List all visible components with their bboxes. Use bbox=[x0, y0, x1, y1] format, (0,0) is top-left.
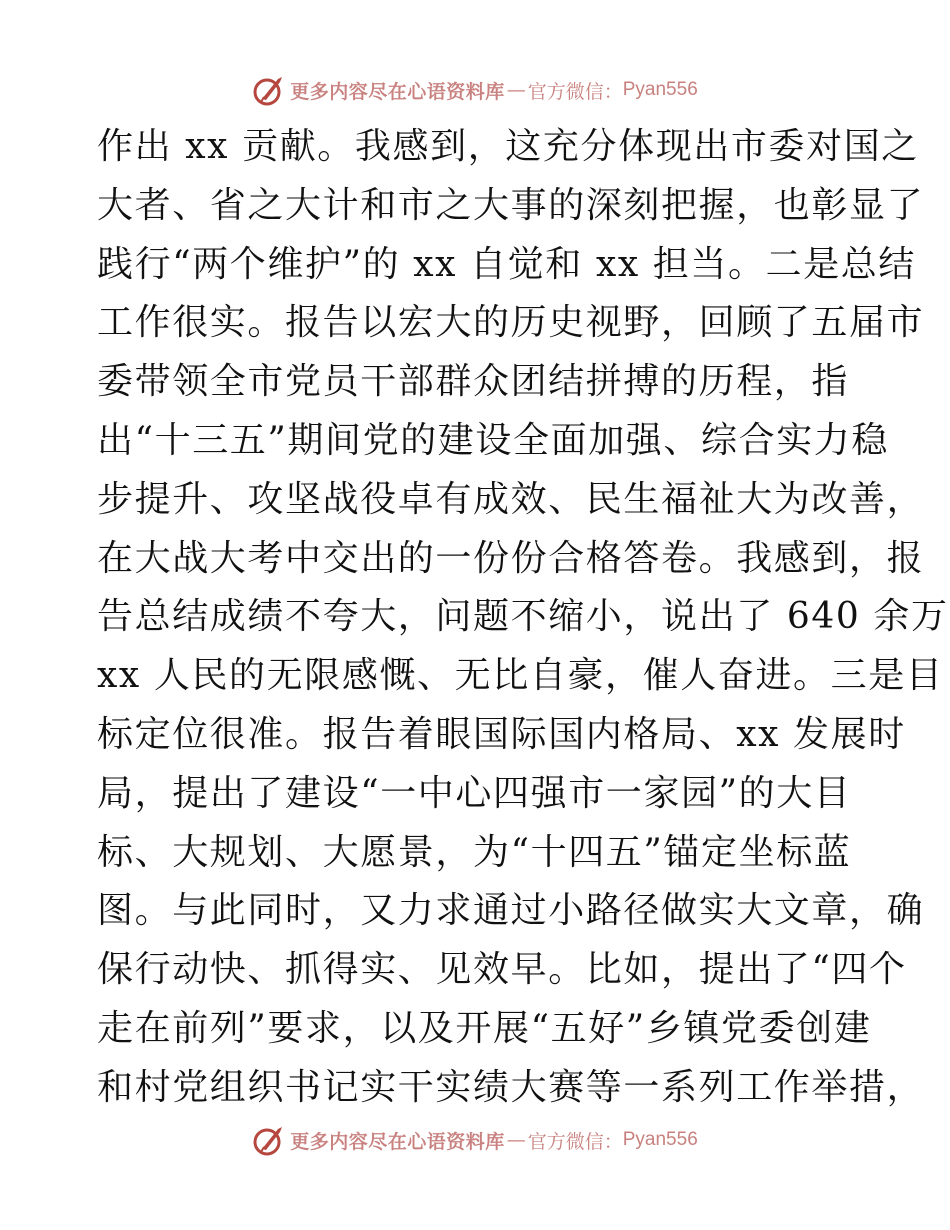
body-line: 局，提出了建设“一中心四强市一家园”的大目 bbox=[97, 772, 852, 814]
body-line: 出“十三五”期间党的建设全面加强、综合实力稳 bbox=[97, 419, 890, 461]
banner-wechat-label: 官方微信： bbox=[527, 80, 623, 103]
quill-pen-logo-icon bbox=[252, 1123, 286, 1157]
banner-wechat-label: 官方微信： bbox=[527, 1130, 623, 1153]
body-line: 工作很实。报告以宏大的历史视野，回顾了五届市 bbox=[97, 302, 925, 344]
body-line: 标定位很准。报告着眼国际国内格局、xx 发展时 bbox=[97, 713, 906, 755]
banner-dash: — bbox=[506, 1129, 526, 1151]
banner-wechat-id: Pyan556 bbox=[622, 79, 698, 100]
document-body bbox=[97, 118, 949, 1118]
body-line: 步提升、攻坚战役卓有成效、民生福祉大为改善， bbox=[97, 478, 925, 520]
banner-text: 更多内容尽在心语资料库 bbox=[290, 80, 505, 103]
header-banner bbox=[0, 70, 950, 110]
body-line: xx 人民的无限感慨、无比自豪，催人奋进。三是目 bbox=[97, 655, 944, 697]
body-line: 图。与此同时，又力求通过小路径做实大文章，确 bbox=[97, 890, 925, 932]
banner-dash: — bbox=[506, 79, 526, 101]
body-line: 在大战大考中交出的一份份合格答卷。我感到，报 bbox=[97, 537, 925, 579]
body-line: 作出 xx 贡献。我感到，这充分体现出市委对国之 bbox=[97, 126, 919, 167]
banner-wechat-id: Pyan556 bbox=[622, 1129, 698, 1150]
quill-pen-logo-icon bbox=[252, 73, 286, 107]
body-line: 走在前列”要求，以及开展“五好”乡镇党委创建 bbox=[97, 1007, 872, 1049]
banner-text: 更多内容尽在心语资料库 bbox=[290, 1130, 505, 1153]
body-line: 保行动快、抓得实、见效早。比如，提出了“四个 bbox=[97, 949, 907, 991]
body-line: 标、大规划、大愿景，为“十四五”锚定坐标蓝 bbox=[97, 831, 852, 873]
body-line: 践行“两个维护”的 xx 自觉和 xx 担当。二是总结 bbox=[97, 243, 916, 285]
body-line: 委带领全市党员干部群众团结拼搏的历程，指 bbox=[97, 361, 850, 403]
body-line: 和村党组织书记实干实绩大赛等一系列工作举措， bbox=[97, 1066, 925, 1108]
body-line: 大者、省之大计和市之大事的深刻把握，也彰显了 bbox=[97, 184, 925, 226]
footer-banner bbox=[0, 1120, 950, 1160]
body-line: 告总结成绩不夸大，问题不缩小，说出了 640 余万 bbox=[97, 596, 949, 638]
